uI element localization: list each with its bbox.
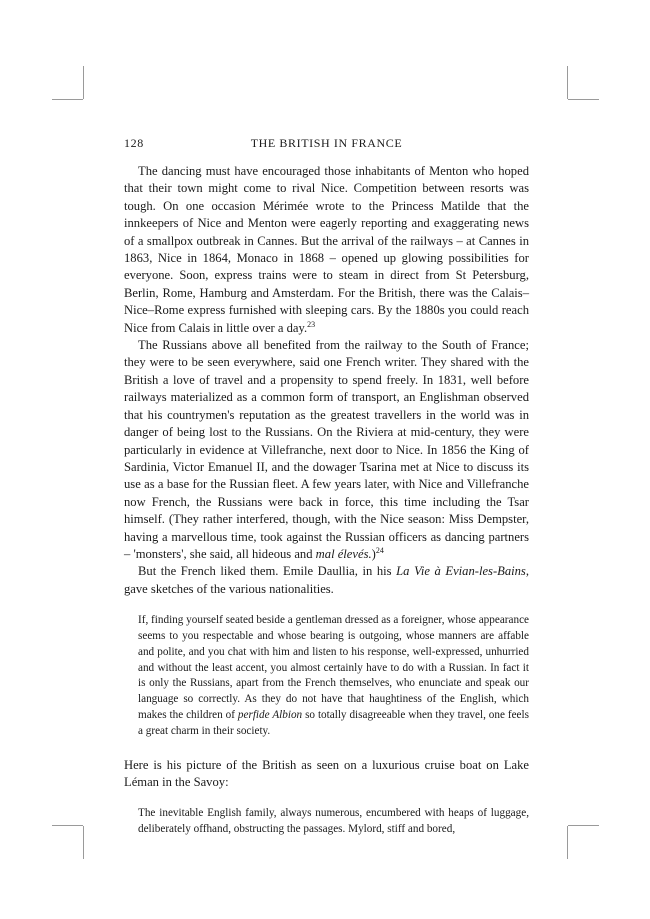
crop-mark-top-right-horizontal xyxy=(568,99,599,100)
paragraph-1: The dancing must have encouraged those inhabitants of Menton who hoped that their town might come to rival Nice. Competition between resorts was tough. On one occasion Mérimée wrote to the Princess Matilde that the innkeepers of Nice and Menton were eagerly reporting and exaggerating news of a smallpox outbreak in Cannes. But the arrival of the railways – at Cannes in 1863, Nice in 1864, Monaco in 1868 – opened up glowing possibilities for everyone. Soon, express trains were to steam in direct from St Petersburg, Berlin, Rome, Hamburg and Amsterdam. For the British, there was the Calais–Nice–Rome express furnished with sleeping cars. By the 1880s you could reach Nice from Calais in little over a day.$^{23}$ xyxy=(124,164,529,335)
page-header xyxy=(124,136,529,152)
running-head: THE BRITISH IN FRANCE xyxy=(250,136,403,150)
crop-mark-bottom-right-horizontal xyxy=(568,825,599,826)
crop-mark-top-left-horizontal xyxy=(52,99,83,100)
crop-mark-bottom-right-vertical xyxy=(567,826,568,859)
block-quote-russians: If, finding yourself seated beside a gentleman dressed as a foreigner, whose appearance seems to you respectable and whose bearing is outgoing, whose manners are affable and polite, and you chat with him and listen to his response, well-expressed, unhurried and without the least accent, you almost certainly have to do with a Russian. In fact it is only the Russians, apart from the French themselves, who enunciate and speak our language so correctly. As they do not have that haughtiness of the English, which makes the children of perfide Albion so totally disagreeable when they travel, one feels a great charm in their society. xyxy=(138,614,529,737)
crop-mark-bottom-left-horizontal xyxy=(52,825,83,826)
crop-mark-top-left-vertical xyxy=(83,66,84,99)
footnote-ref-24: 24 xyxy=(375,545,384,555)
footnote-ref-23: 23 xyxy=(307,319,316,329)
block-quote-british: The inevitable English family, always numerous, encumbered with heaps of luggage, deliberately offhand, obstructing the passages. Mylord, stiff and bored, xyxy=(138,807,529,836)
page-number: 128 xyxy=(124,136,144,150)
crop-mark-bottom-left-vertical xyxy=(83,826,84,859)
crop-mark-top-right-vertical xyxy=(567,66,568,99)
body-text xyxy=(124,163,529,838)
paragraph-3: But the French liked them. Emile Daullia, in his La Vie à Evian-les-Bains, gave sketches of the various nationalities. xyxy=(124,564,529,596)
paragraph-4: Here is his picture of the British as seen on a luxurious cruise boat on Lake Léman in the Savoy: xyxy=(124,757,529,789)
paragraph-2: The Russians above all benefited from the railway to the South of France; they were to be seen everywhere, said one French writer. They shared with the British a love of travel and a propensity to spend freely. In 1831, well before railways materialized as a common form of transport, an Englishman observed that his countrymen's reputation as the greatest travellers in the world was in danger of being lost to the Russians. On the Riviera at mid-century, they were particularly in evidence at Villefranche, next door to Nice. In 1856 the King of Sardinia, Victor Emanuel II, and the dowager Tsarina met at Nice to discuss its use as a base for the Russian fleet. A few years later, with Nice and Villefranche now French, the Russians were back in force, this time including the Tsar himself. (They rather interfered, though, with the Nice season: Miss Dempster, having a marvellous time, took against the Russian officers as dancing partners – 'monsters', she said, all hideous and mal élevés.)$^{24}$ xyxy=(124,338,529,561)
